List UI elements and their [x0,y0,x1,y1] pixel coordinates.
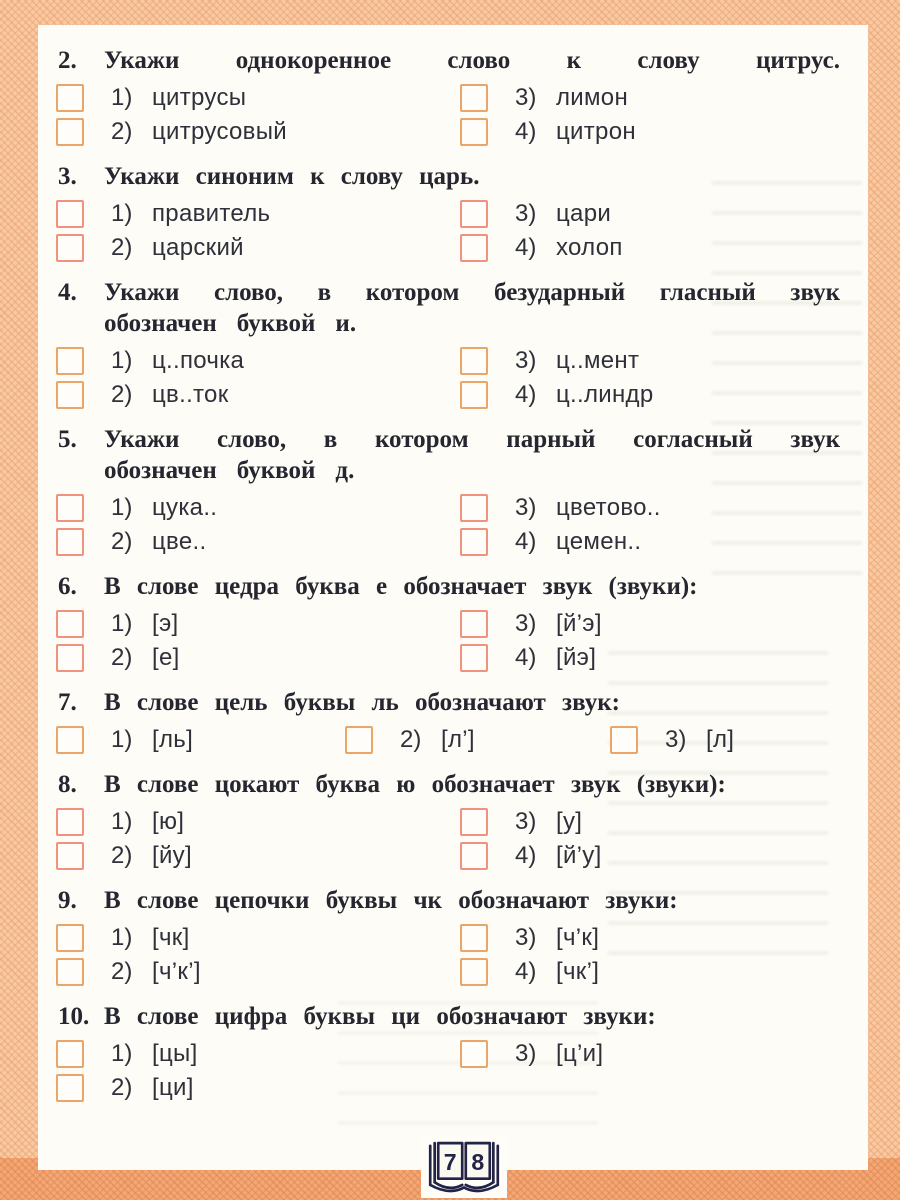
prompt-bold-term: ю [396,771,416,798]
option-1 [56,197,460,231]
option-4 [460,231,840,265]
answer-checkbox[interactable] [56,610,84,638]
option-number: 4) [515,528,537,555]
option-number: 1) [111,347,133,374]
options [56,197,840,265]
prompt-text: буквы [309,887,414,914]
option-label: царский [152,234,244,261]
option-label: [л’] [441,726,475,753]
prompt-bold-term: цифра [214,1003,288,1030]
answer-checkbox[interactable] [56,84,84,112]
prompt-bold-term: чк [413,887,442,914]
prompt-text: В слове [104,771,215,798]
question-6 [56,571,840,675]
question-number: 4. [58,279,77,306]
option-number: 4) [515,958,537,985]
question-5 [56,424,840,559]
prompt-bold-term: д [335,457,349,484]
option-label: цари [556,200,612,227]
prompt-text: . [348,457,355,484]
answer-checkbox[interactable] [460,924,488,952]
answer-checkbox[interactable] [460,644,488,672]
answer-checkbox[interactable] [56,644,84,672]
option-number: 3) [515,610,537,637]
option-1 [56,344,460,378]
prompt-text: . [349,310,357,337]
option-1 [56,607,460,641]
option-label: ц..мент [556,347,640,374]
question-prompt [56,45,840,76]
option-2 [56,378,460,412]
question-prompt [56,1001,840,1032]
option-number: 1) [111,924,133,951]
option-number: 2) [111,842,133,869]
answer-checkbox[interactable] [56,381,84,409]
option-label: [е] [152,644,180,671]
option-number: 2) [111,118,133,145]
answer-checkbox[interactable] [56,200,84,228]
answer-checkbox[interactable] [460,528,488,556]
option-number: 1) [111,610,133,637]
options [56,723,840,757]
prompt-bold-term: цель [214,689,268,716]
option-1 [56,491,460,525]
option-number: 2) [111,1074,133,1101]
answer-checkbox[interactable] [610,726,638,754]
option-2 [56,1071,460,1105]
option-1 [56,723,345,757]
question-number: 7. [58,689,77,716]
option-label: [ч’к’] [152,958,201,985]
option-number: 1) [111,84,133,111]
question-prompt [56,161,840,192]
option-number: 2) [111,381,133,408]
question-number: 3. [58,163,77,190]
option-number: 1) [111,200,133,227]
prompt-bold-term: ль [371,689,399,716]
prompt-text: Укажи синоним к слову [104,163,420,190]
option-label: цука.. [152,494,218,521]
option-number: 2) [400,726,422,753]
option-4 [460,641,840,675]
option-2 [56,231,460,265]
prompt-text: Укажи слово, в котором парный согласный звук обозначен буквой [104,426,840,484]
prompt-text: буквы [267,689,372,716]
question-prompt [56,769,840,800]
prompt-text: обозначают звук: [398,689,620,716]
prompt-text: обозначает звук (звуки): [415,771,726,798]
answer-checkbox[interactable] [56,1040,84,1068]
answer-checkbox[interactable] [460,808,488,836]
options [56,607,840,675]
open-book-icon [424,1139,504,1197]
question-prompt [56,687,840,718]
answer-checkbox[interactable] [56,842,84,870]
prompt-text: В слове [104,573,215,600]
option-4 [460,955,840,989]
page-number-left: 7 [443,1148,457,1175]
option-1 [56,921,460,955]
option-3 [460,607,840,641]
questions-list [56,45,840,1105]
answer-checkbox[interactable] [56,726,84,754]
option-number: 3) [515,84,537,111]
options [56,344,840,412]
option-2 [56,839,460,873]
option-number: 1) [111,1040,133,1067]
question-number: 9. [58,887,77,914]
answer-checkbox[interactable] [460,84,488,112]
question-7 [56,687,840,757]
option-label: [ль] [152,726,194,753]
option-number: 2) [111,528,133,555]
option-label: цитрусы [152,84,247,111]
option-label: [ю] [152,808,185,835]
page-number-right: 8 [471,1148,485,1175]
question-number: 10. [58,1003,90,1030]
options [56,805,840,873]
options [56,491,840,559]
option-number: 4) [515,644,537,671]
answer-checkbox[interactable] [460,1040,488,1068]
option-number: 4) [515,118,537,145]
option-label: ц..почка [152,347,245,374]
option-3 [460,1037,840,1071]
question-number: 2. [58,47,77,74]
answer-checkbox[interactable] [460,200,488,228]
options [56,1037,840,1105]
option-label: лимон [556,84,629,111]
answer-checkbox[interactable] [345,726,373,754]
option-3 [460,805,840,839]
option-number: 4) [515,234,537,261]
option-1 [56,81,460,115]
answer-checkbox[interactable] [56,528,84,556]
option-label: [й’у] [556,842,602,869]
option-label: [ц’и] [556,1040,604,1067]
prompt-text: . [473,163,480,190]
option-number: 3) [515,200,537,227]
prompt-bold-term: цитрус [755,47,834,74]
option-3 [460,921,840,955]
question-8 [56,769,840,873]
test-panel [38,25,868,1170]
option-3 [460,197,840,231]
option-4 [460,839,840,873]
option-label: холоп [556,234,623,261]
option-number: 4) [515,842,537,869]
option-label: [й’э] [556,610,602,637]
option-label: [ци] [152,1074,194,1101]
question-4 [56,277,840,412]
prompt-text: Укажи слово, в котором безударный гласный звук обозначен буквой [104,279,840,337]
option-label: цветово.. [556,494,661,521]
options [56,81,840,149]
prompt-text: буква [299,771,397,798]
option-label: [у] [556,808,583,835]
question-9 [56,885,840,989]
prompt-text: обозначают звуки: [420,1003,656,1030]
option-label: цве.. [152,528,207,555]
option-number: 3) [515,347,537,374]
question-10 [56,1001,840,1105]
prompt-text: . [833,47,840,74]
option-1 [56,1037,460,1071]
option-number: 2) [111,958,133,985]
prompt-bold-term: цепочки [214,887,310,914]
answer-checkbox[interactable] [56,234,84,262]
answer-checkbox[interactable] [460,118,488,146]
option-2 [56,115,460,149]
answer-checkbox[interactable] [460,842,488,870]
option-3 [460,81,840,115]
answer-checkbox[interactable] [460,958,488,986]
prompt-bold-term: царь [419,163,474,190]
option-2 [345,723,610,757]
option-4 [460,115,840,149]
option-2 [56,955,460,989]
question-number: 8. [58,771,77,798]
answer-checkbox[interactable] [56,808,84,836]
option-number: 1) [111,808,133,835]
answer-checkbox[interactable] [56,1074,84,1102]
prompt-bold-term: ци [391,1003,421,1030]
option-4 [460,525,840,559]
question-2 [56,45,840,149]
option-label: [йу] [152,842,192,869]
prompt-bold-term: и [335,310,350,337]
answer-checkbox[interactable] [460,234,488,262]
option-label: цитрон [556,118,636,145]
option-label: [йэ] [556,644,597,671]
option-number: 1) [111,726,133,753]
question-prompt [56,885,840,916]
answer-checkbox[interactable] [56,494,84,522]
option-number: 2) [111,644,133,671]
prompt-text: В слове [104,689,215,716]
option-4 [460,378,840,412]
prompt-bold-term: е [375,573,388,600]
option-label: [э] [152,610,179,637]
question-prompt [56,277,840,339]
option-number: 1) [111,494,133,521]
prompt-text: В слове [104,887,215,914]
answer-checkbox[interactable] [56,924,84,952]
question-prompt [56,424,840,486]
option-label: [цы] [152,1040,198,1067]
question-number: 6. [58,573,77,600]
option-label: цв..ток [152,381,229,408]
option-number: 3) [515,924,537,951]
prompt-text: обозначает звук (звуки): [387,573,698,600]
option-1 [56,805,460,839]
option-label: [чк] [152,924,190,951]
prompt-text: обозначают звуки: [441,887,678,914]
answer-checkbox[interactable] [56,958,84,986]
answer-checkbox[interactable] [56,118,84,146]
answer-checkbox[interactable] [460,347,488,375]
question-number: 5. [58,426,77,453]
answer-checkbox[interactable] [56,347,84,375]
option-number: 3) [515,1040,537,1067]
option-number: 3) [515,494,537,521]
option-number: 2) [111,234,133,261]
option-number: 3) [515,808,537,835]
page-indicator [421,1137,507,1198]
option-3 [460,491,840,525]
prompt-text: Укажи однокоренное слово к слову [104,47,756,74]
prompt-text: буквы [287,1003,392,1030]
answer-checkbox[interactable] [460,381,488,409]
question-3 [56,161,840,265]
option-3 [610,723,840,757]
options [56,921,840,989]
option-3 [460,344,840,378]
option-number: 3) [665,726,687,753]
prompt-text: В слове [104,1003,215,1030]
option-label: цемен.. [556,528,642,555]
answer-checkbox[interactable] [460,494,488,522]
option-2 [56,525,460,559]
option-label: [ч’к] [556,924,600,951]
option-number: 4) [515,381,537,408]
option-label: [чк’] [556,958,600,985]
option-label: ц..линдр [556,381,654,408]
prompt-text: буква [279,573,376,600]
answer-checkbox[interactable] [460,610,488,638]
option-label: правитель [152,200,271,227]
question-prompt [56,571,840,602]
prompt-bold-term: цедра [214,573,280,600]
option-2 [56,641,460,675]
prompt-bold-term: цокают [214,771,300,798]
option-label: [л] [706,726,735,753]
option-label: цитрусовый [152,118,287,145]
